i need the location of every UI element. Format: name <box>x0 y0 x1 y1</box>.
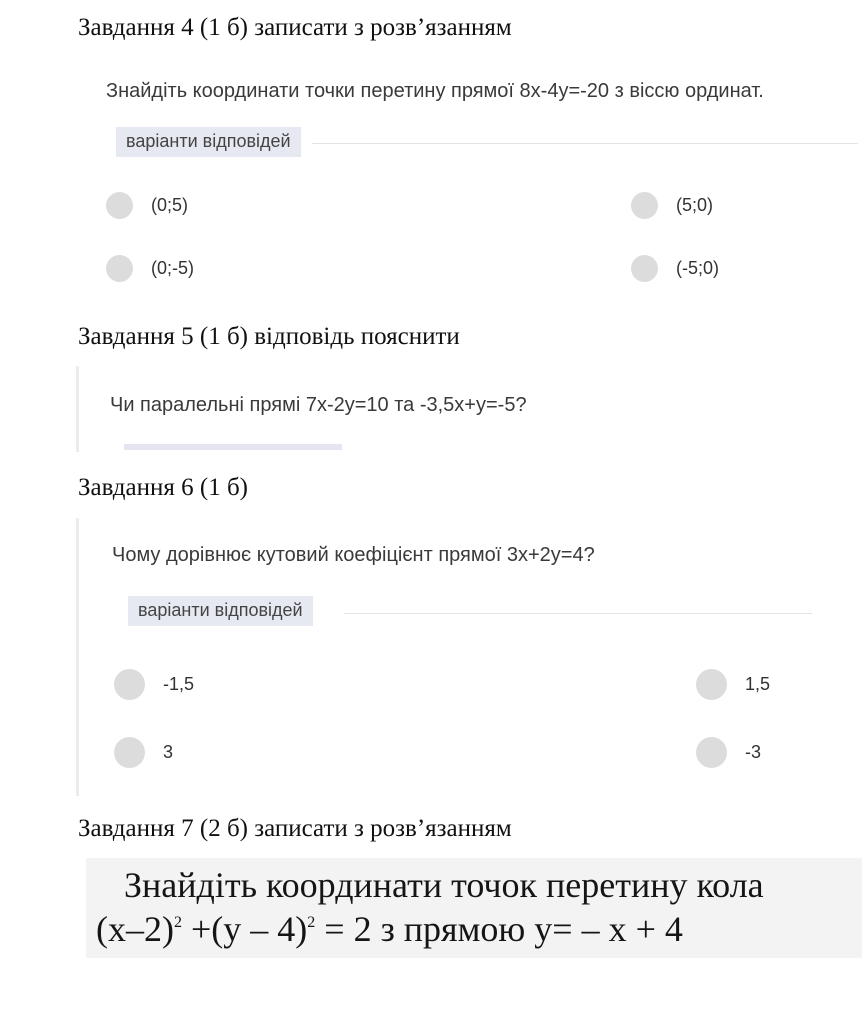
exponent: 2 <box>173 914 182 931</box>
radio-button[interactable] <box>106 255 133 282</box>
option-label: -1,5 <box>163 674 195 694</box>
task4-option-2[interactable] <box>631 192 713 219</box>
task6-card-border <box>76 518 79 796</box>
option-label: -3 <box>745 742 762 762</box>
option-label: 1,5 <box>745 674 771 694</box>
exponent: 2 <box>307 914 316 931</box>
equation-part: +(у – 4) <box>181 909 308 949</box>
task6-heading: Завдання 6 (1 б) <box>78 474 248 501</box>
variants-label: варіанти відповідей <box>116 127 301 157</box>
radio-button[interactable] <box>114 737 145 768</box>
option-label: (5;0) <box>676 195 714 215</box>
radio-button[interactable] <box>631 255 658 282</box>
task6-option-1[interactable] <box>114 669 194 700</box>
task5-answer-field[interactable] <box>124 444 342 450</box>
task5-question: Чи паралельні прямі 7х-2у=10 та -3,5х+у=-5? <box>110 394 527 416</box>
radio-button[interactable] <box>106 192 133 219</box>
equation-part: = 2 з прямою у= – х + 4 <box>315 909 683 949</box>
task4-option-3[interactable] <box>106 255 194 282</box>
task5-heading: Завдання 5 (1 б) відповідь пояснити <box>78 323 460 350</box>
task7-problem-line1: Знайдіть координати точок перетину кола <box>124 865 764 905</box>
radio-button[interactable] <box>631 192 658 219</box>
task4-option-4[interactable] <box>631 255 719 282</box>
option-label: (0;5) <box>151 195 189 215</box>
task7-problem-line2 <box>96 908 683 950</box>
option-label: 3 <box>163 742 174 762</box>
task6-variants-divider <box>344 613 812 614</box>
task5-card-border <box>76 366 79 452</box>
variants-label: варіанти відповідей <box>128 596 313 626</box>
task4-variants-header <box>116 127 301 157</box>
task6-option-3[interactable] <box>114 737 173 768</box>
radio-button[interactable] <box>696 669 727 700</box>
equation-part: (х–2) <box>96 909 174 949</box>
task4-question: Знайдіть координати точки перетину прямої 8х-4у=-20 з віссю ординат. <box>106 80 764 102</box>
option-label: (-5;0) <box>676 258 720 278</box>
task4-variants-divider <box>312 143 858 144</box>
task4-option-1[interactable] <box>106 192 188 219</box>
task7-heading: Завдання 7 (2 б) записати з розв’язанням <box>78 815 512 842</box>
radio-button[interactable] <box>114 669 145 700</box>
task6-question: Чому дорівнює кутовий коефіцієнт прямої 3х+2у=4? <box>112 544 595 566</box>
task6-option-4[interactable] <box>696 737 761 768</box>
task7-problem-scan <box>86 858 862 958</box>
option-label: (0;-5) <box>151 258 195 278</box>
task6-option-2[interactable] <box>696 669 770 700</box>
task6-variants-header <box>128 596 313 626</box>
task4-heading: Завдання 4 (1 б) записати з розв’язанням <box>78 14 512 41</box>
radio-button[interactable] <box>696 737 727 768</box>
